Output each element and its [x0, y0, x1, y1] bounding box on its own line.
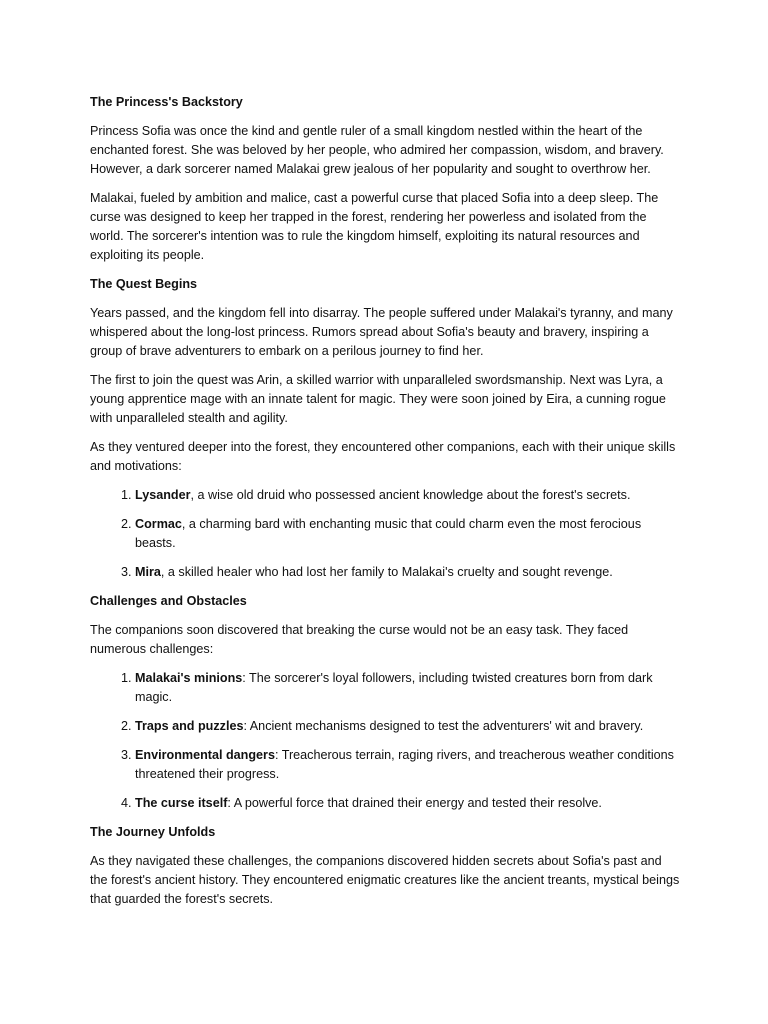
- list-item-text: : Treacherous terrain, raging rivers, and treacherous weather conditions threatened their progress.: [135, 748, 674, 781]
- list-item: [135, 486, 680, 505]
- list-item-text: , a skilled healer who had lost her family to Malakai's cruelty and sought revenge.: [160, 565, 613, 579]
- list-item-term: Traps and puzzles: [135, 719, 244, 733]
- list-item: [135, 746, 680, 784]
- paragraph: The companions soon discovered that breaking the curse would not be an easy task. They faced numerous challenges:: [90, 623, 629, 656]
- list-item-term: Cormac: [135, 517, 182, 531]
- list-item-term: The curse itself: [135, 796, 228, 810]
- paragraph: As they ventured deeper into the forest, they encountered other companions, each with their unique skills and motivations:: [90, 440, 676, 473]
- paragraph: As they navigated these challenges, the companions discovered hidden secrets about Sofia's past and the forest's ancient history. They encountered enigmatic creatures like the ancient treants, mystical beings that guarded the forest's secrets.: [90, 854, 680, 906]
- list-item-text: , a charming bard with enchanting music that could charm even the most ferocious beasts.: [135, 517, 642, 550]
- paragraph: The first to join the quest was Arin, a skilled warrior with unparalleled swordsmanship. Next was Lyra, a young apprentice mage with an innate talent for magic. They were soon joined by Eira, a cunning rogue with unparalleled stealth and agility.: [90, 373, 666, 425]
- section-heading-quest-begins: The Quest Begins: [90, 277, 198, 291]
- list-item-term: Malakai's minions: [135, 671, 243, 685]
- challenges-list: [90, 669, 680, 813]
- list-item-term: Mira: [135, 565, 161, 579]
- paragraph: Princess Sofia was once the kind and gentle ruler of a small kingdom nestled within the heart of the enchanted forest. She was beloved by her people, who admired her compassion, wisdom, and bravery. However, a dark sorcerer named Malakai grew jealous of her popularity and sought to overthrow her.: [90, 124, 664, 176]
- list-item: [135, 515, 680, 553]
- section-heading-journey-unfolds: The Journey Unfolds: [90, 825, 216, 839]
- paragraph: Years passed, and the kingdom fell into disarray. The people suffered under Malakai's tyranny, and many whispered about the long-lost princess. Rumors spread about Sofia's beauty and bravery, inspiring a group of brave adventurers to embark on a perilous journey to find her.: [90, 306, 673, 358]
- list-item-term: Lysander: [135, 488, 191, 502]
- list-item-text: : Ancient mechanisms designed to test the adventurers' wit and bravery.: [243, 719, 644, 733]
- list-item: [135, 794, 680, 813]
- companions-list: [90, 486, 680, 582]
- paragraph: Malakai, fueled by ambition and malice, cast a powerful curse that placed Sofia into a deep sleep. The curse was designed to keep her trapped in the forest, rendering her powerless and isolated from the world. The sorcerer's intention was to rule the kingdom himself, exploiting its natural resources and exploiting its people.: [90, 191, 659, 262]
- list-item: [135, 669, 680, 707]
- list-item-text: , a wise old druid who possessed ancient knowledge about the forest's secrets.: [190, 488, 631, 502]
- list-item: [135, 717, 680, 736]
- list-item: [135, 563, 680, 582]
- section-heading-challenges: Challenges and Obstacles: [90, 594, 247, 608]
- section-heading-backstory: The Princess's Backstory: [90, 95, 243, 109]
- list-item-term: Environmental dangers: [135, 748, 275, 762]
- list-item-text: : The sorcerer's loyal followers, including twisted creatures born from dark magic.: [135, 671, 653, 704]
- list-item-text: : A powerful force that drained their energy and tested their resolve.: [227, 796, 602, 810]
